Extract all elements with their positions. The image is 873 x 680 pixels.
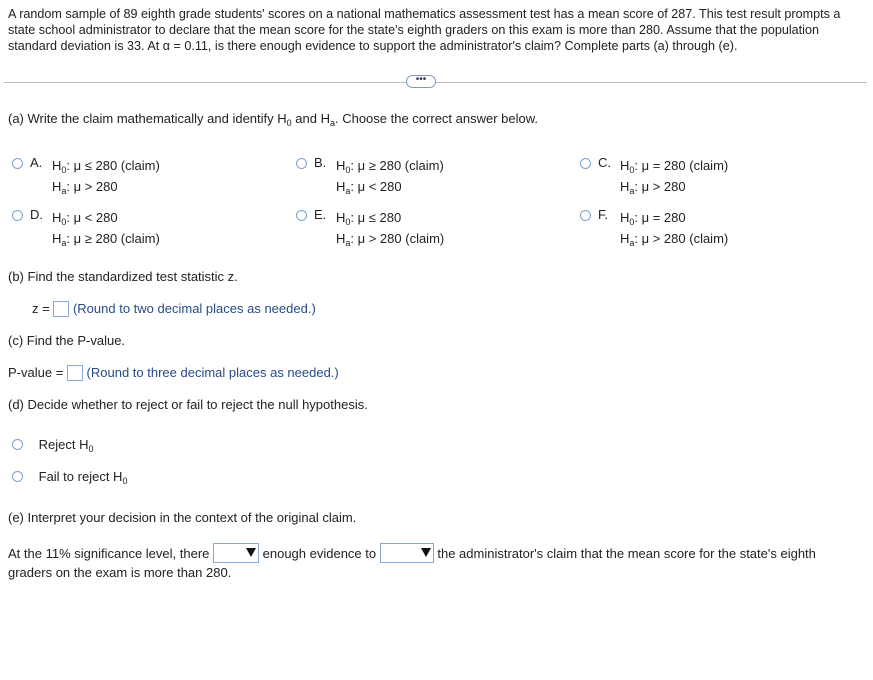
radio-reject[interactable] xyxy=(12,439,23,450)
radio-option-c[interactable] xyxy=(580,158,591,169)
fail-to-reject-option[interactable] xyxy=(12,469,127,485)
is-is-not-dropdown[interactable] xyxy=(213,543,259,563)
hypotheses: $H_0$: μ ≤ 280 (claim) $H_a$: μ > 280 xyxy=(52,158,160,196)
option-letter: B. xyxy=(314,155,327,170)
z-answer-row xyxy=(32,301,316,317)
hypotheses: $H_0$: μ = 280 $H_a$: μ > 280 (claim) xyxy=(620,210,729,248)
hypotheses: $H_0$: μ ≤ 280 $H_a$: μ > 280 (claim) xyxy=(336,210,445,248)
radio-option-b[interactable] xyxy=(296,158,307,169)
problem-statement: A random sample of 89 eighth grade students' scores on a national mathematics assessment test has a mean score of 287. This test result prompts a state school administrator to declare that the mean score for the state's eighth graders on this exam is more than 280. Assume that the population standard deviation is 33. At α = 0.11, is there enough evidence to support the administrator's claim? Complete parts (a) through (e). xyxy=(8,7,841,53)
reject-option[interactable] xyxy=(12,437,94,453)
option-letter: A. xyxy=(30,155,43,170)
option-letter: D. xyxy=(30,207,43,222)
hypotheses: $H_0$: μ < 280 $H_a$: μ ≥ 280 (claim) xyxy=(52,210,160,248)
z-label: z = xyxy=(32,301,50,316)
radio-option-f[interactable] xyxy=(580,210,591,221)
z-rounding-hint: (Round to two decimal places as needed.) xyxy=(72,301,316,316)
support-reject-dropdown[interactable] xyxy=(380,543,434,563)
hypotheses: $H_0$: μ = 280 (claim) $H_a$: μ > 280 xyxy=(620,158,729,196)
pvalue-answer-row xyxy=(8,365,339,381)
part-a-prompt: (a) Write the claim mathematically and identify $H_0$ and $H_a$. Choose the correct answer below. xyxy=(8,111,539,128)
reject-label: Reject $H_0$ xyxy=(38,437,94,454)
chevron-down-icon xyxy=(421,548,431,557)
pvalue-label: P-value = xyxy=(8,365,64,380)
pvalue-input[interactable] xyxy=(67,365,83,381)
part-d-prompt: (d) Decide whether to reject or fail to reject the null hypothesis. xyxy=(8,397,368,412)
hypotheses: $H_0$: μ ≥ 280 (claim) $H_a$: μ < 280 xyxy=(336,158,444,196)
radio-fail-to-reject[interactable] xyxy=(12,471,23,482)
interpretation-line-1: At the 11% significance level, there enough evidence to the administrator's claim that the mean score for the state's eighth xyxy=(8,543,816,563)
pvalue-rounding-hint: (Round to three decimal places as needed.) xyxy=(86,365,339,380)
radio-option-d[interactable] xyxy=(12,210,23,221)
chevron-down-icon xyxy=(246,548,256,557)
option-letter: F. xyxy=(598,207,609,222)
part-e-prompt: (e) Interpret your decision in the context of the original claim. xyxy=(8,510,357,525)
option-letter: E. xyxy=(314,207,327,222)
z-input[interactable] xyxy=(53,301,69,317)
radio-option-a[interactable] xyxy=(12,158,23,169)
radio-option-e[interactable] xyxy=(296,210,307,221)
part-c-prompt: (c) Find the P-value. xyxy=(8,333,126,348)
interpretation-line-2: graders on the exam is more than 280. xyxy=(8,565,232,580)
part-b-prompt: (b) Find the standardized test statistic z. xyxy=(8,269,238,284)
more-button[interactable]: ••• xyxy=(406,75,436,88)
option-letter: C. xyxy=(598,155,611,170)
fail-to-reject-label: Fail to reject $H_0$ xyxy=(38,469,128,486)
